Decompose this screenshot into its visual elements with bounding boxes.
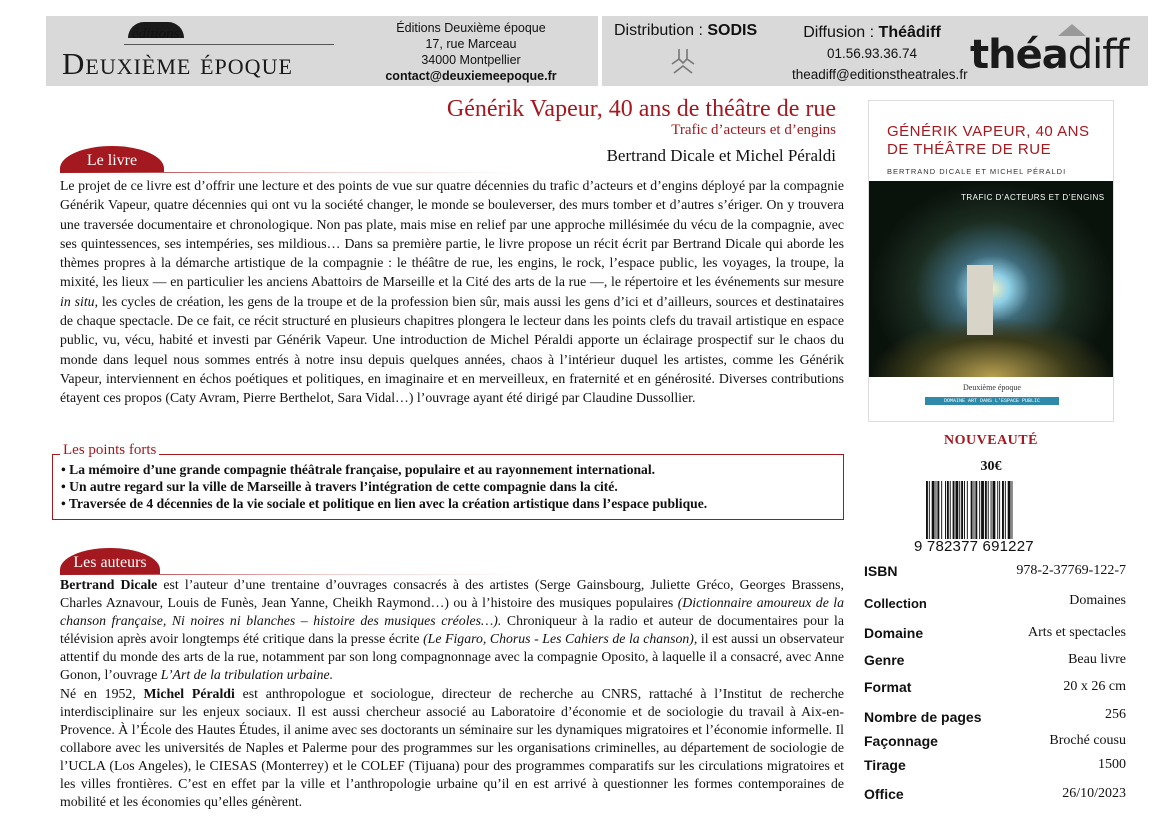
spec-row-collection [864,593,1126,615]
auteur2-name: Michel Péraldi [143,685,235,701]
spec-row-office [864,786,1126,808]
spec-value: Beau livre [1068,652,1126,667]
publisher-header [46,16,598,86]
publisher-name: Deuxième époque [62,46,293,81]
spec-row-domaine [864,625,1126,647]
distribution-label: Distribution : [614,22,703,39]
section-tab-auteurs: Les auteurs [60,548,160,574]
publisher-editions: éditions [132,26,180,42]
diffusion-phone: 01.56.93.36.74 [826,46,918,61]
spec-key: ISBN [864,563,898,579]
auteur2-pre: Né en 1952, [60,685,144,701]
distribution-line [614,22,757,40]
auteur1-italic-1: (Dictionnaire amoureux de la chanson française, Ni noires ni blanches – histoire des musiques créoles…). [60,595,844,629]
spec-value: 26/10/2023 [1062,786,1126,801]
spec-value: 20 x 26 cm [1063,679,1126,694]
publisher-address-street: 17, rue Marceau [425,37,517,51]
spec-key: Collection [864,596,927,611]
spec-key: Domaine [864,625,924,641]
theadiff-logo-bold: théa [970,32,1068,78]
auteur1-italic-2: (Le Figaro, Chorus - Les Cahiers de la chanson), [423,631,698,647]
spec-row-format [864,679,1126,701]
diffusion-line [792,22,952,43]
spec-row-tirage [864,757,1126,779]
cover-overlay-text: TRAFIC D’ACTEURS ET D’ENGINS [961,193,1105,202]
spec-value: 978-2-37769-122-7 [1016,563,1126,578]
book-authors: Bertrand Dicale et Michel Péraldi [606,146,836,165]
nouveaute-badge: NOUVEAUTÉ [944,433,1038,448]
publisher-email-link[interactable]: contact@deuxiemeepoque.fr [385,69,557,83]
point-fort-item: • Traversée de 4 décennies de la vie sociale et politique en lien avec la création artistique dans l’espace publique. [61,496,708,511]
publisher-address [346,20,596,84]
spec-row-faconnage [864,733,1126,755]
auteur1-italic-3: L’Art de la tribulation urbaine. [160,667,334,683]
spec-value: 256 [1105,707,1126,722]
theadiff-logo [970,32,1128,78]
diffusion-label: Diffusion : [803,24,875,41]
distribution-header [602,16,1148,86]
livre-text: Le projet de ce livre est d’offrir une lecture et des points de vue sur quatre décennies du trafic d’acteurs et d’engins déployé par la compagnie Générik Vapeur, quatre décennies qui ont vu la société changer, le monde se bouleverser, des murs tomber et d’autres s’ériger. On y trouvera une traversée documentaire et chronologique. Non pas plate, mais mise en relief par une approche millésimée du vécu de la compagnie, avec ses quintessences, ses intempéries, ses mildious… Dans sa première partie, le livre propose un récit écrit par Bertrand Dicale qui aborde les thèmes propres à la démarche artistique de la compagnie : le théâtre de rue, les engins, le rock, l’espace public, les voyages, la troupe, la mixité, les lieux — en particulier les anciens Abattoirs de Marseille et la Cité des arts de la rue —, le répertoire et les événements sur mesure [60,178,844,290]
auteur1-name: Bertrand Dicale [60,577,158,592]
publisher-address-city: 34000 Montpellier [421,53,521,67]
book-subtitle: Trafic d’acteurs et d’engins [671,122,836,138]
spec-key: Tirage [864,757,906,773]
cover-tower [967,265,993,335]
spec-key: Façonnage [864,733,938,749]
cover-publisher: Deuxième époque [963,383,1021,392]
points-forts-title: Les points forts [60,442,159,459]
spec-value: Domaines [1069,593,1126,608]
spec-key: Nombre de pages [864,709,982,725]
cover-band: DOMAINE ART DANS L’ESPACE PUBLIC [925,397,1059,405]
spec-value: 1500 [1098,757,1126,772]
auteur1-text-b: Chroniqueur à la radio et auteur de documentaires pour la télévision après avoir longtemps été critique dans la presse écrite [60,613,845,647]
spec-row-isbn [864,563,1126,585]
section-rule-livre [60,172,520,173]
book-cover [868,100,1114,422]
barcode-digits: 9 782377 691227 [914,538,1034,555]
logo-rule [124,44,334,45]
auteur1-text-c: il est aussi un observateur attentif du monde des arts de la rue, notamment par son long compagnonnage avec la compagnie Oposito, à laquelle il a consacré, avec Anne Gonon, l’ouvrage [60,631,844,683]
sodis-logo-icon [668,46,698,76]
point-fort-item: • Un autre regard sur la ville de Marseille à travers l’intégration de cette compagnie dans la cité. [61,479,618,494]
auteur2-text: est anthropologue et sociologue, directeur de recherche au CNRS, rattaché à l’Institut de recherche interdisciplinaire sur les enjeux sociaux. Il est aussi chercheur associé au Laboratoire d’économie et de sociologie du travail à Aix-en-Provence. À l’École des Hautes Études, il anime avec ses doctorants un séminaire sur les dynamiques migratoires et l’économie informelle. Il collabore avec les universités de Naples et Palerme pour des programmes sur les organisations criminelles, au département de sociologie de l’UCLA (Los Angeles), le CIESAS (Monterrey) et le COLEF (Tijuana) pour des programmes comparatifs sur les circulations migratoires et les villes frontières. C’est en effet par la ville et l’anthropologie urbaine qu’il en est arrivé à questionner les formes contemporaines de mobilité et les économies qu’elles génèrent. [60,685,844,810]
auteur1-text-a: est l’auteur d’une trentaine d’ouvrages consacrés à des artistes (Serge Gainsbourg, Juliette Gréco, Georges Brassens, Charles Aznavour, Louis de Funès, Jean Yanne, Cheikh Raymond…) ou à l’histoire des musiques populaires [60,577,845,611]
point-fort-item: • La mémoire d’une grande compagnie théâtrale française, populaire et au rayonnement international. [61,462,656,477]
book-title: Générik Vapeur, 40 ans de théâtre de rue [446,96,836,122]
theadiff-logo-light: diff [1067,32,1129,78]
spec-value: Broché cousu [1049,733,1126,748]
livre-insitu: in situ [60,293,95,309]
section-rule-auteurs [60,574,520,575]
section-tab-livre: Le livre [60,146,164,172]
auteurs-paragraph [60,576,844,811]
spec-row-pages [864,707,1126,729]
publisher-logo [62,24,322,80]
spec-key: Office [864,786,904,802]
cover-authors: BERTRAND DICALE ET MICHEL PÉRALDI [887,167,1067,176]
price: 30€ [980,459,1002,474]
spec-key: Genre [864,652,905,668]
livre-text-2: , les cycles de création, les gens de la troupe et de la profession bien sûr, mais aussi les gens d’ici et d’ailleurs, sources et destinataires de chaque spectacle. De ce fait, ce récit structuré en plusieurs chapitres plongera le lecteur dans les points clefs du travail artistique en espace public, vu, vécu, habité et investi par Générik Vapeur. Une introduction de Michel Péraldi apporte un éclairage prospectif sur le chaos du monde dans lequel nous sommes entrés à notre insu depuis quelques années, chaos à l’intérieur duquel les artistes, comme les Générik Vapeur, interviennent en échos poétiques et politiques, en imaginaire et en merveilleux, en fraternité et en générosité. Diverses contributions étayent ces propos (Caty Avram, Pierre Berthelot, Sara Vidal…) l’ouvrage ayant été dirigé par Claudine Dussollier. [60,293,844,406]
publisher-address-name: Éditions Deuxième époque [396,21,546,35]
cover-photo [869,181,1114,377]
spec-row-genre [864,652,1126,674]
diffusion-block [792,22,968,85]
barcode [926,481,1052,539]
points-forts-box [52,454,844,520]
spec-value: Arts et spectacles [1028,625,1126,640]
diffusion-value: Théâdiff [878,24,941,41]
spec-key: Format [864,679,912,695]
cover-title: GÉNÉRIK VAPEUR, 40 ANS DE THÉÂTRE DE RUE [887,123,1090,158]
distribution-value: SODIS [707,22,758,39]
diffusion-email-link[interactable]: theadiff@editionstheatrales.fr [792,67,968,82]
livre-paragraph [60,176,844,408]
points-forts-list [53,455,843,512]
